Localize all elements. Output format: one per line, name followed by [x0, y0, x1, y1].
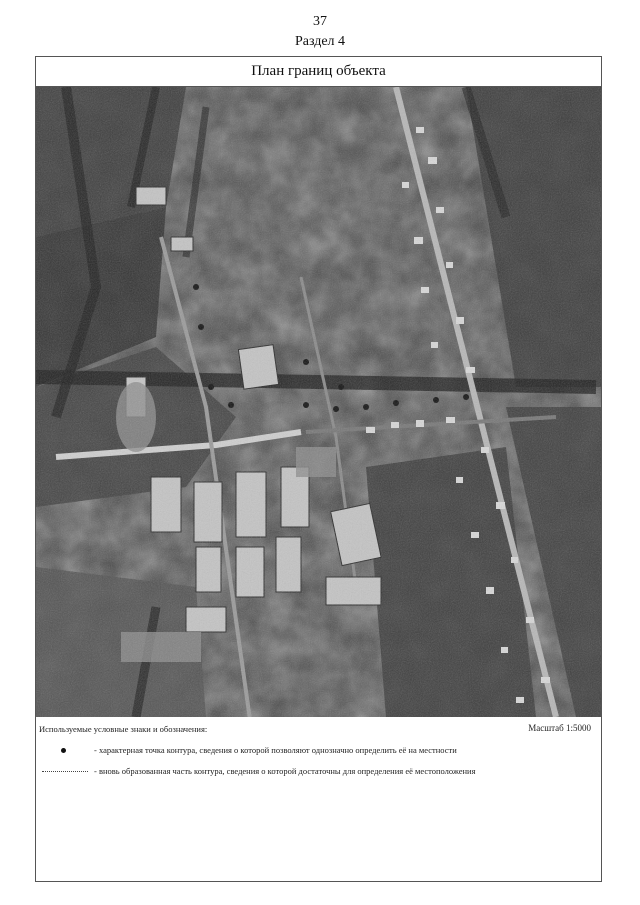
- satellite-map-image: [36, 87, 601, 717]
- photo-grain: [36, 87, 601, 717]
- point-symbol-icon: [61, 748, 66, 753]
- legend-item-point-text: - характерная точка контура, сведения о которой позволяют однозначно определить её на местности: [94, 745, 457, 755]
- dotted-line-icon: [42, 771, 88, 772]
- scale-label: Масштаб 1:5000: [528, 723, 591, 733]
- legend-item-line-text: - вновь образованная часть контура, сведения о которой достаточны для определения её местоположения: [94, 766, 476, 776]
- plan-frame: [35, 56, 602, 882]
- plan-title: План границ объекта: [36, 57, 601, 87]
- page-number: 37: [313, 14, 327, 29]
- legend: [36, 717, 601, 881]
- section-title: Раздел 4: [294, 34, 346, 49]
- legend-heading: Используемые условные знаки и обозначения:: [39, 724, 208, 734]
- satellite-map[interactable]: [36, 87, 601, 717]
